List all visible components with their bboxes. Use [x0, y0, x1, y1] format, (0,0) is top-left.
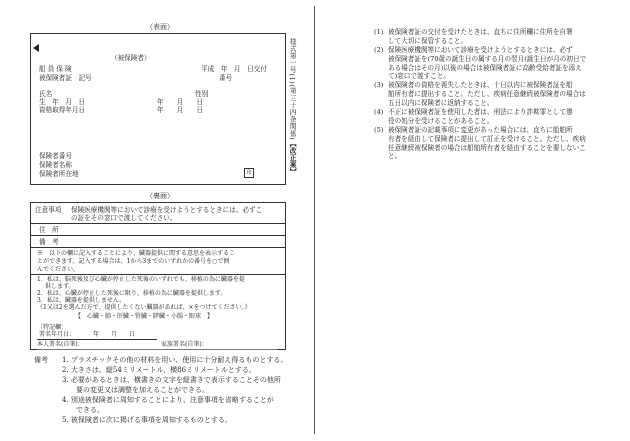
divider-2	[31, 235, 285, 236]
organ-intro-2: とができます。記入する場合は、1から3までのいずれかの番号を○で囲	[37, 258, 230, 265]
note-line: 被保険者証を(70歳の誕生日の属する月の翌月(誕生日が月の初日で	[388, 54, 587, 63]
organ-intro-1: ※ 以下の欄に記入することにより、臓器提供に関する意思を表示するこ	[37, 250, 236, 257]
note-line: 被保険者証の記載事項に変更があった場合には、直ちに船舶所	[388, 125, 573, 134]
footnote-item-3b: 要の変更又は調整を加えることができる。	[62, 386, 209, 394]
note-line: 五日以内に保険者に返納すること。	[388, 99, 494, 108]
footnote-item-3: 3. 必要があるときは、横書きの文字を縦書きで表示することその他所	[62, 376, 281, 384]
footnote-item-5: 5. 被保険者に次に掲げる事項を周知するものとする。	[62, 416, 232, 424]
note-number: (5)	[374, 125, 384, 134]
insured-label: （被保険者）	[111, 54, 151, 62]
note-line: て)窓口で渡すこと。	[388, 72, 450, 81]
insurer-name: 保険者名称	[39, 161, 72, 169]
divider-1	[31, 223, 285, 224]
number-label: 番号	[219, 74, 233, 82]
footnote-item-4: 4. 別途被保険者に周知することにより、注意事項を省略することが	[62, 396, 274, 404]
notice-text-2: の証をその窓口で渡してください。	[71, 214, 177, 222]
family-sign-label[interactable]: 家族署名(自筆)：	[161, 341, 208, 348]
note-line: 不正に被保険者証を使用した者は、刑法により詐欺罪として懲	[388, 108, 573, 117]
birth-label: 生 年 月 日	[39, 98, 86, 106]
note-number: (4)	[374, 108, 384, 117]
front-card	[30, 33, 286, 185]
note-line: 舶所有者に提出すること。ただし、疾病任意継続被保険者の場合は	[388, 90, 586, 99]
note-line: して大切に保管すること。	[388, 36, 468, 45]
special-notes-label: 〔特記欄：	[37, 324, 68, 331]
note-item	[374, 126, 610, 162]
organ-option-1[interactable]: 1．私は、脳死後及び心臓が停止した死後のいずれでも、移植の為に臓器を提	[37, 276, 245, 283]
footnote-item-4b: できる。	[62, 406, 104, 414]
footnote-item-2: 2. 大きさは、縦54ミリメートル、横86ミリメートルとする。	[62, 366, 256, 374]
note-line: 被保険者の資格を喪失したときは、十日以内に被保険者証を船	[388, 81, 573, 90]
organ-option-3[interactable]: 3．私は、臓器を提供しません。	[37, 297, 126, 304]
seal-stamp: 印	[244, 168, 254, 178]
note-item	[374, 28, 610, 46]
note-line: 有者を経由して保険者に提出して訂正を受けること。ただし、疾病	[388, 134, 586, 143]
name-label: 氏名	[39, 90, 53, 98]
front-heading: （表面）	[146, 23, 174, 31]
insurer-address: 保険者所在地	[39, 170, 79, 178]
back-heading: （裏面）	[146, 192, 174, 200]
issue-date: 平成 年 月 日交付	[201, 65, 267, 73]
note-line: ある場合はその月)以後の場合は被保険者証に高齢受給者証を添え	[388, 63, 582, 72]
remarks-label: 備 考	[39, 238, 59, 246]
insurer-number: 保険者番号	[39, 152, 72, 160]
note-number: (3)	[374, 81, 384, 90]
side-revision: 【改正案】	[288, 140, 297, 176]
note-line: 任意継続被保険者の場合は船舶所有者を経由することを要しないこ	[388, 143, 586, 152]
organ-option-1b: 供します。	[45, 283, 75, 290]
page-divider	[314, 6, 315, 434]
note-line: 保険医療機関等において診療を受けようとするときには、必ず	[388, 45, 573, 54]
sign-date-underline	[37, 339, 157, 340]
note-line: 役の処分を受けることがあること。	[388, 116, 494, 125]
note-line: 被保険者証の交付を受けたときは、直ちに住所欄に住所を自署	[388, 28, 573, 36]
note-line: と。	[388, 152, 402, 161]
self-sign-label[interactable]: 本人署名(自筆)：	[37, 341, 84, 348]
note-item	[374, 108, 610, 126]
organ-list[interactable]: 【 心臓・肺・肝臓・腎臓・膵臓・小腸・眼球 】	[75, 313, 214, 320]
back-card	[30, 202, 286, 350]
right-notes	[374, 28, 610, 161]
arrow-left-icon	[33, 44, 39, 52]
acquired-date-value: 年 月 日	[157, 106, 204, 114]
organ-choose-note: 《1又は2を選んだ方で、提供したくない臓器があれば、×をつけてください。》	[37, 304, 251, 311]
sign-underline	[37, 349, 277, 350]
divider-3	[31, 247, 285, 248]
organ-option-2[interactable]: 2．私は、心臓が停止した死後に限り、移植の為に臓器を提供します。	[37, 290, 227, 297]
address-label: 住 所	[39, 226, 59, 234]
note-item	[374, 81, 610, 108]
note-number: (2)	[374, 45, 384, 54]
gender-label: 性別	[195, 90, 209, 98]
organ-intro-3: んでください。	[37, 266, 80, 273]
notice-text-1: 保険医療機関等において診療を受けようとするときには、必ずこ	[71, 206, 263, 214]
card-type-line2: 被保険者証 記号	[39, 74, 92, 82]
birth-date-value: 年 月 日	[157, 98, 204, 106]
sign-date-value: 年 月 日	[93, 331, 136, 338]
footnote-item-1: 1. プラスチックその他の材料を用い、使用に十分耐え得るものとする。	[62, 356, 288, 364]
note-number: (1)	[374, 28, 384, 36]
note-item	[374, 46, 610, 82]
notice-label: 注意事項	[35, 206, 62, 214]
acquired-label: 資格取得年月日	[39, 106, 86, 114]
card-type-line1: 船 員 保 険	[39, 65, 72, 73]
footnote-label: 備考	[34, 356, 48, 364]
divider-4	[31, 274, 285, 275]
sign-date-label: 署名年月日：	[39, 331, 76, 338]
side-form-label: 様式第一号(1)(第三十四条関係)	[288, 38, 297, 141]
